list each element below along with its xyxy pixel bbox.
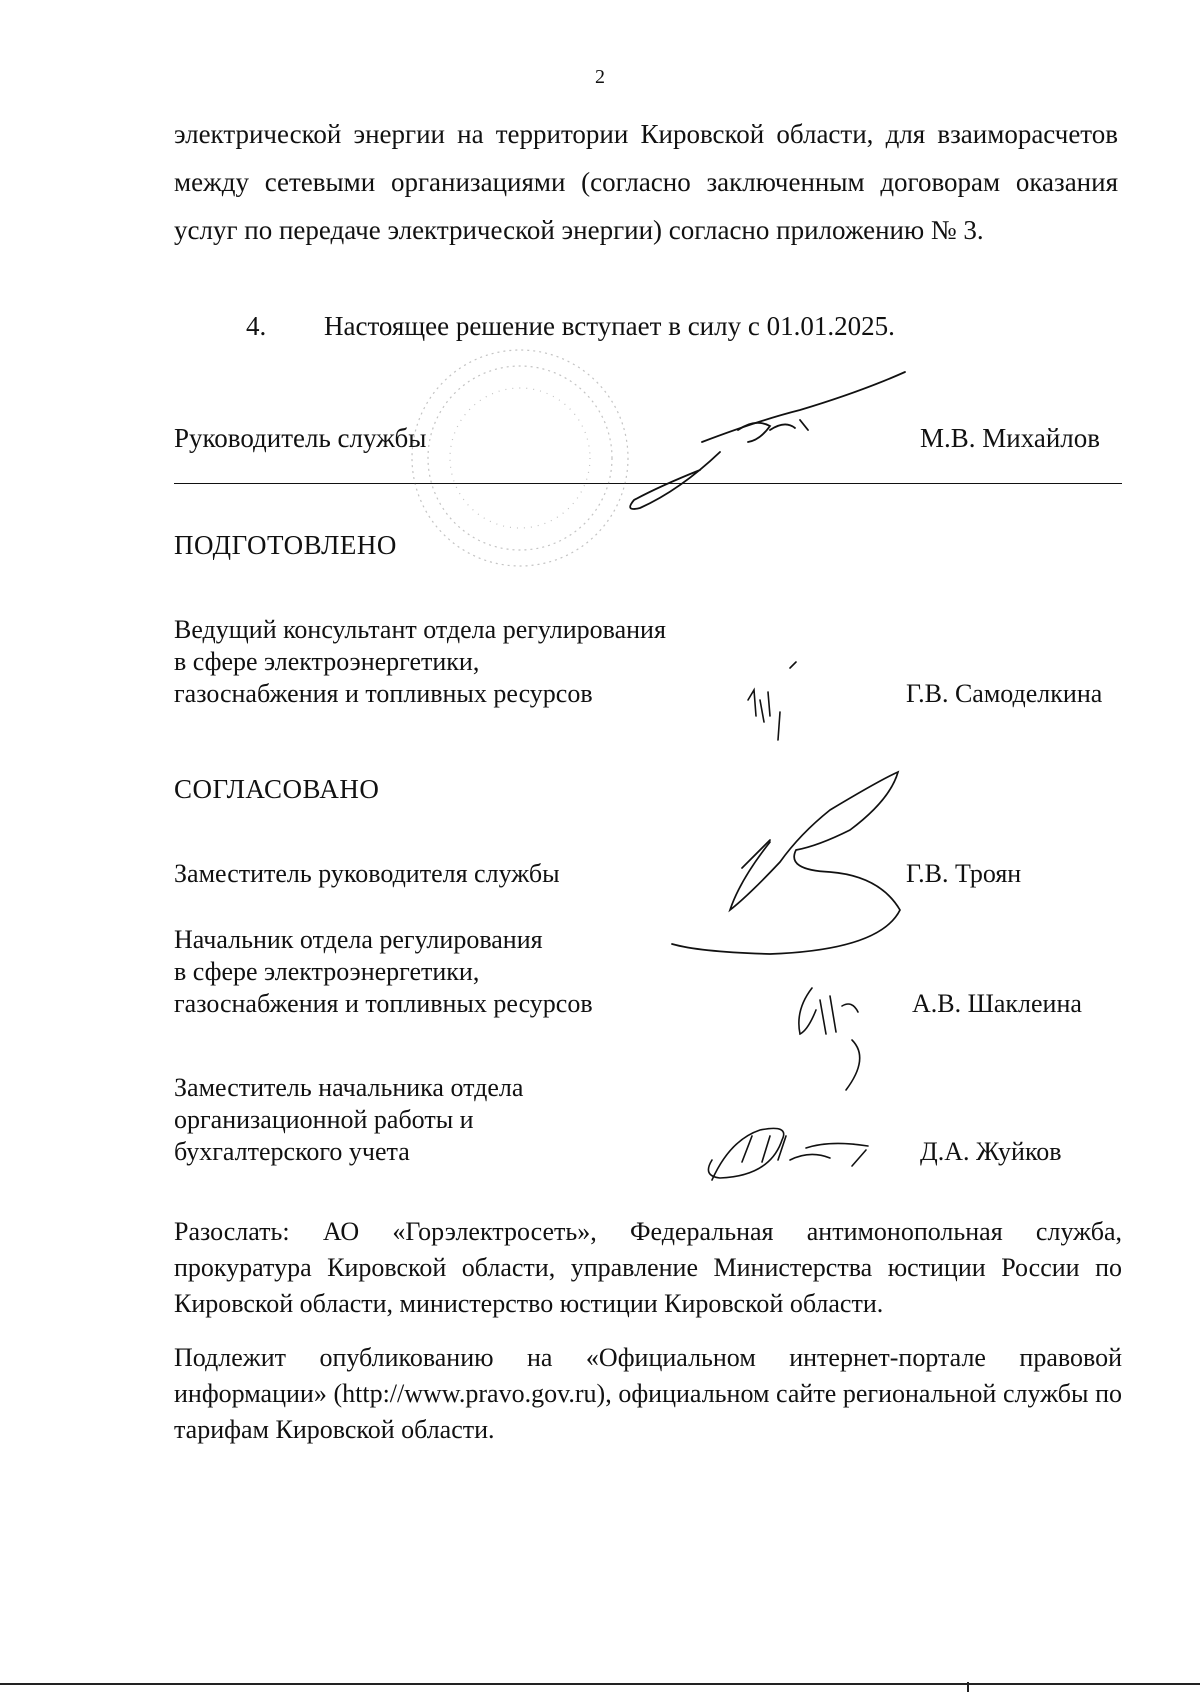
position-line: в сфере электроэнергетики, <box>174 957 480 986</box>
signer-name: А.В. Шаклеина <box>912 989 1082 1018</box>
continued-paragraph: электрической энергии на территории Кировской области, для взаиморасчетов между сетевыми организациями (согласно заключенным договорам оказания услуг по передаче электрической энергии) согласно приложению № 3. <box>174 119 1118 245</box>
position-line: Заместитель начальника отдела <box>174 1073 524 1102</box>
samodelkina-handwritten-initials <box>748 662 796 740</box>
signer-name: Г.В. Троян <box>906 859 1022 888</box>
signer-name: Д.А. Жуйков <box>920 1137 1062 1166</box>
position-line: Заместитель руководителя службы <box>174 859 560 888</box>
item-number: 4. <box>246 311 267 341</box>
position-line: газоснабжения и топливных ресурсов <box>174 679 593 708</box>
agreed-label: СОГЛАСОВАНО <box>174 774 380 804</box>
shakleina-handwritten-signature <box>799 988 860 1090</box>
bottom-border-line <box>0 1683 1200 1685</box>
distribution-paragraph: Разослать: АО «Горэлектросеть», Федеральная антимонопольная служба, прокуратура Кировской области, управление Министерства юстиции России по Кировской области, министерство юстиции Кировской области. <box>174 1217 1122 1318</box>
numbered-item-4 <box>174 306 1118 346</box>
prepared-label: ПОДГОТОВЛЕНО <box>174 530 397 560</box>
item-text: Настоящее решение вступает в силу с 01.01.2025. <box>324 311 895 341</box>
signer-position <box>174 924 734 1020</box>
position-line: в сфере электроэнергетики, <box>174 647 480 676</box>
signer-position <box>174 858 734 890</box>
head-name: М.В. Михайлов <box>920 423 1101 453</box>
publication-paragraph: Подлежит опубликованию на «Официальном интернет-портале правовой информации» (http://www.pravo.gov.ru), официальном сайте региональной службы по тарифам Кировской области. <box>174 1343 1122 1444</box>
head-position: Руководитель службы <box>174 423 427 453</box>
position-line: газоснабжения и топливных ресурсов <box>174 989 593 1018</box>
signer-position <box>174 614 734 710</box>
signer-position <box>174 1072 734 1168</box>
position-line: Ведущий консультант отдела регулирования <box>174 615 666 644</box>
signature-divider <box>174 483 1122 484</box>
position-line: организационной работы и <box>174 1105 474 1134</box>
position-line: Начальник отдела регулирования <box>174 925 543 954</box>
official-seal-stamp <box>412 350 628 566</box>
page-number: 2 <box>595 66 605 88</box>
signer-name: Г.В. Самоделкина <box>906 679 1103 708</box>
position-line: бухгалтерского учета <box>174 1137 410 1166</box>
